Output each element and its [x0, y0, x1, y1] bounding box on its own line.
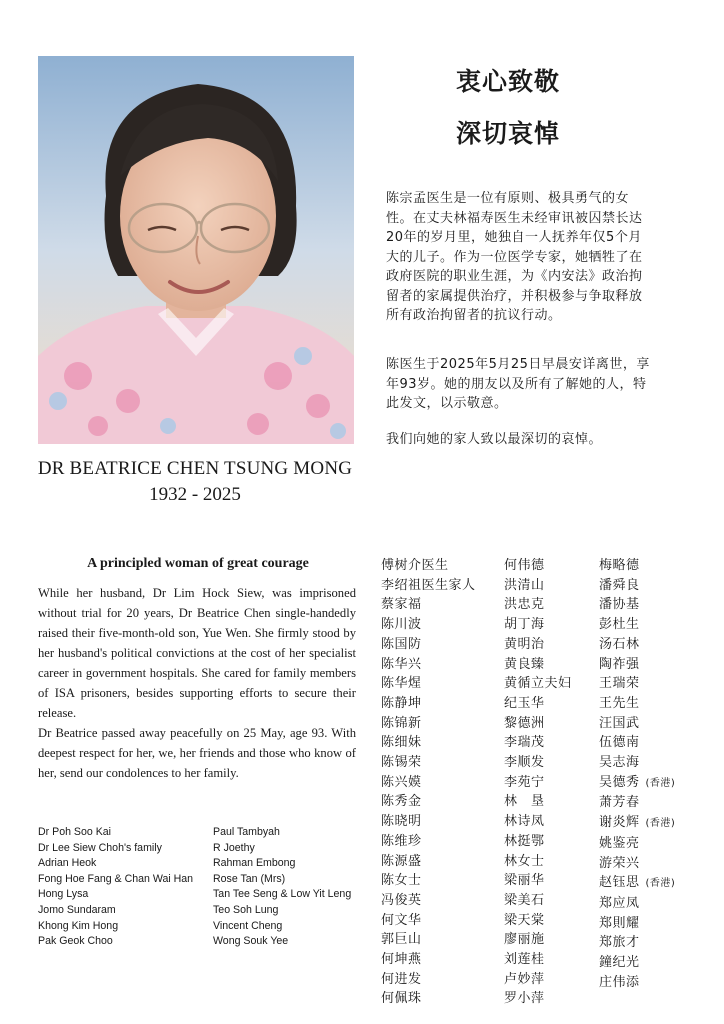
chinese-name-item	[504, 655, 572, 675]
chinese-name-item	[599, 615, 675, 635]
chinese-name-item	[599, 674, 675, 694]
name-text: 姚鉴亮	[599, 835, 640, 851]
name-text: 纪玉华	[504, 695, 545, 711]
english-paragraph-2: Dr Beatrice passed away peacefully on 25 May, age 93. With deepest respect for her, we, her friends and those who know of her, send our condolences to her family.	[38, 726, 356, 780]
portrait-photo	[38, 56, 354, 444]
name-text: 刘莲桂	[504, 952, 545, 968]
name-text: 潘舜良	[599, 577, 640, 593]
name-text: 陈锦新	[381, 715, 422, 731]
name-text: Hong Lysa	[38, 888, 89, 901]
chinese-name-item	[599, 576, 675, 596]
name-text: 洪清山	[504, 577, 545, 593]
name-text: 郭巨山	[381, 932, 422, 948]
name-text: Jomo Sundaram	[38, 903, 116, 916]
chinese-name-item	[504, 970, 572, 990]
name-text: 鐘纪光	[599, 955, 640, 971]
chinese-paragraph-3: 我们向她的家人致以最深切的哀悼。	[386, 432, 603, 447]
name-text: 陈华兴	[381, 656, 422, 672]
name-text: 林女士	[504, 853, 545, 869]
chinese-name-item	[504, 911, 572, 931]
chinese-name-item	[504, 773, 572, 793]
chinese-name-item	[381, 832, 476, 852]
chinese-name-item	[381, 852, 476, 872]
english-paragraph-1: While her husband, Dr Lim Hock Siew, was imprisoned without trial for 20 years, Dr Beatrice Chen single-handedly raised their five-month-old son, Yue Wen. She firmly stood by her husband's political convictions at the cost of her specialist career in government hospitals. She cared for family members of ISA prisoners, besides supporting efforts to secure their release.	[38, 586, 356, 720]
name-text: 何佩珠	[381, 991, 422, 1007]
name-text: Teo Soh Lung	[213, 903, 279, 916]
english-name-item	[213, 872, 351, 888]
name-text: 陈兴嫫	[381, 774, 422, 790]
english-name-item	[213, 841, 351, 857]
chinese-name-item	[381, 714, 476, 734]
chinese-name-item	[504, 733, 572, 753]
name-text: 林挺鄂	[504, 833, 545, 849]
name-text: 彭杜生	[599, 617, 640, 633]
chinese-name-item	[381, 674, 476, 694]
chinese-name-item	[599, 793, 675, 813]
chinese-name-item	[599, 813, 675, 834]
name-text: 梁美石	[504, 892, 545, 908]
name-text: 陈晓明	[381, 814, 422, 830]
chinese-name-item	[381, 753, 476, 773]
name-text: R Joethy	[213, 841, 255, 854]
chinese-name-item	[599, 953, 675, 973]
chinese-name-item	[599, 894, 675, 914]
name-text: 潘协基	[599, 597, 640, 613]
chinese-names-column-2	[504, 556, 572, 1009]
chinese-name-item	[504, 595, 572, 615]
chinese-name-item	[599, 973, 675, 993]
name-text: 何文华	[381, 912, 422, 928]
name-text: Adrian Heok	[38, 857, 97, 870]
name-text: 赵钰思	[599, 875, 640, 891]
name-text: 陶祚强	[599, 656, 640, 672]
chinese-name-item	[599, 655, 675, 675]
english-heading: A principled woman of great courage	[87, 556, 309, 571]
chinese-name-item	[381, 792, 476, 812]
chinese-name-item	[599, 854, 675, 874]
name-text: 陈静坤	[381, 695, 422, 711]
name-text: Khong Kim Hong	[38, 919, 119, 932]
name-text: 傅树介医生	[381, 558, 449, 573]
chinese-heading-1: 衷心致敬	[456, 67, 561, 96]
name-text: 陈秀金	[381, 794, 422, 810]
name-text: 汤石林	[599, 636, 640, 652]
name-text: 卢妙萍	[504, 971, 545, 987]
name-text: Dr Lee Siew Choh's family	[38, 841, 162, 854]
chinese-name-item	[504, 615, 572, 635]
chinese-heading-2: 深切哀悼	[456, 119, 561, 148]
name-text: 李绍祖医生家人	[381, 577, 476, 593]
chinese-name-item	[504, 812, 572, 832]
name-text: 李瑞茂	[504, 735, 545, 751]
name-text: 李苑宁	[504, 774, 545, 790]
english-name-item	[213, 856, 351, 872]
name-text: 陈维珍	[381, 833, 422, 849]
english-name-item	[213, 903, 351, 919]
english-name-item	[213, 887, 351, 903]
english-name-item	[38, 887, 193, 903]
english-name-item	[38, 919, 193, 935]
english-name-item	[38, 856, 193, 872]
name-text: 廖丽施	[504, 932, 545, 948]
hong-kong-note: (香港)	[645, 818, 676, 830]
english-name-item	[38, 872, 193, 888]
chinese-name-item	[381, 970, 476, 990]
chinese-name-item	[504, 635, 572, 655]
chinese-name-item	[504, 753, 572, 773]
chinese-name-item	[381, 989, 476, 1009]
name-text: 冯俊英	[381, 892, 422, 908]
name-text: Paul Tambyah	[213, 826, 280, 838]
name-text: 游荣兴	[599, 855, 640, 871]
chinese-name-item	[504, 989, 572, 1009]
english-name-item	[213, 934, 351, 950]
chinese-name-item	[504, 694, 572, 714]
chinese-name-item	[504, 852, 572, 872]
english-names-column-1	[38, 825, 193, 950]
name-text: Fong Hoe Fang & Chan Wai Han	[38, 872, 194, 885]
chinese-name-item	[381, 871, 476, 891]
chinese-name-item	[599, 933, 675, 953]
name-text: 陈女士	[381, 873, 422, 889]
name-text: 梁丽华	[504, 873, 545, 889]
chinese-name-item	[504, 832, 572, 852]
chinese-name-item	[381, 891, 476, 911]
english-name-item	[38, 841, 193, 857]
chinese-name-item	[599, 753, 675, 773]
name-text: Tan Tee Seng & Low Yit Leng	[213, 888, 352, 901]
name-text: 陈细妹	[381, 735, 422, 751]
chinese-name-item	[599, 635, 675, 655]
chinese-name-item	[599, 773, 675, 794]
chinese-name-item	[599, 714, 675, 734]
deceased-name: DR BEATRICE CHEN TSUNG MONG	[37, 458, 353, 479]
name-text: 黎德洲	[504, 715, 545, 731]
name-text: 吴志海	[599, 755, 640, 771]
chinese-name-item	[381, 694, 476, 714]
english-name-item	[213, 825, 351, 841]
chinese-name-item	[381, 576, 476, 596]
chinese-name-item	[504, 714, 572, 734]
chinese-name-item	[504, 891, 572, 911]
english-name-item	[38, 903, 193, 919]
name-text: Wong Souk Yee	[213, 935, 289, 948]
chinese-name-item	[381, 911, 476, 931]
chinese-name-item	[599, 914, 675, 934]
chinese-name-item	[504, 674, 572, 694]
name-text: Dr Poh Soo Kai	[38, 826, 112, 838]
name-text: 萧芳春	[599, 795, 640, 811]
name-text: Rahman Embong	[213, 857, 296, 870]
chinese-name-item	[599, 694, 675, 714]
name-text: 陈华煋	[381, 676, 422, 692]
chinese-name-item	[599, 873, 675, 894]
name-text: 黄良臻	[504, 656, 545, 672]
name-text: 何伟德	[504, 558, 545, 573]
chinese-name-item	[381, 595, 476, 615]
english-name-item	[213, 919, 351, 935]
english-name-item	[38, 934, 193, 950]
chinese-name-item	[504, 871, 572, 891]
name-text: 王瑞荣	[599, 676, 640, 692]
name-text: 梁天棠	[504, 912, 545, 928]
name-text: 胡丁海	[504, 617, 545, 633]
name-text: 陈川波	[381, 617, 422, 633]
chinese-paragraph-1: 陈宗孟医生是一位有原则、极具勇气的女性。在丈夫林福寿医生未经审讯被囚禁长达20年的岁月里，她独自一人抚养年仅5个月大的儿子。作为一位医学专家，她牺牲了在政府医院的职业生涯，为《内安法》政治拘留者的家属提供治疗，并积极参与争取释放所有政治拘留者的抗议行动。	[386, 191, 643, 323]
chinese-name-item	[381, 556, 476, 576]
chinese-name-item	[504, 930, 572, 950]
name-text: 何坤燕	[381, 952, 422, 968]
name-text: 何进发	[381, 971, 422, 987]
life-years: 1932 - 2025	[149, 484, 241, 505]
chinese-paragraph-2: 陈医生于2025年5月25日早晨安详离世，享年93岁。她的朋友以及所有了解她的人，特此发文，以示敬意。	[386, 357, 650, 411]
chinese-name-item	[381, 950, 476, 970]
chinese-name-item	[599, 733, 675, 753]
name-text: Pak Geok Choo	[38, 935, 113, 948]
chinese-name-item	[381, 635, 476, 655]
chinese-name-item	[381, 812, 476, 832]
english-name-item	[38, 825, 193, 841]
name-text: 谢炎辉	[599, 815, 640, 831]
name-text: 庄伟添	[599, 974, 640, 990]
name-text: 蔡家福	[381, 597, 422, 613]
chinese-name-item	[504, 792, 572, 812]
chinese-name-item	[599, 595, 675, 615]
name-text: 梅略德	[599, 558, 640, 573]
name-text: 李顺发	[504, 755, 545, 771]
name-text: Rose Tan (Mrs)	[213, 872, 286, 885]
name-text: 吴德秀	[599, 774, 640, 790]
hong-kong-note: (香港)	[645, 777, 676, 789]
name-text: 罗小萍	[504, 991, 545, 1007]
name-text: 黄明治	[504, 636, 545, 652]
chinese-name-item	[381, 615, 476, 635]
name-text: 陈锡荣	[381, 755, 422, 771]
name-text: 陈国防	[381, 636, 422, 652]
chinese-names-column-3	[599, 556, 675, 992]
chinese-name-item	[381, 773, 476, 793]
name-text: 郑旅才	[599, 935, 640, 951]
name-text: 黄循立夫妇	[504, 676, 572, 692]
name-text: Vincent Cheng	[213, 919, 283, 932]
chinese-names-column-1	[381, 556, 476, 1009]
english-names-column-2	[213, 825, 351, 950]
chinese-name-item	[381, 733, 476, 753]
name-text: 伍德南	[599, 735, 640, 751]
chinese-name-item	[504, 950, 572, 970]
name-text: 王先生	[599, 695, 640, 711]
hong-kong-note: (香港)	[645, 878, 676, 890]
name-text: 洪忠克	[504, 597, 545, 613]
chinese-name-item	[504, 556, 572, 576]
name-text: 汪国武	[599, 715, 640, 731]
name-text: 林诗凤	[504, 814, 545, 830]
name-text: 林 垦	[504, 794, 545, 810]
name-text: 郑应凤	[599, 895, 640, 911]
chinese-name-item	[599, 556, 675, 576]
name-text: 郑則耀	[599, 915, 640, 931]
name-text: 陈源盛	[381, 853, 422, 869]
chinese-name-item	[381, 655, 476, 675]
chinese-name-item	[381, 930, 476, 950]
chinese-name-item	[504, 576, 572, 596]
chinese-name-item	[599, 834, 675, 854]
